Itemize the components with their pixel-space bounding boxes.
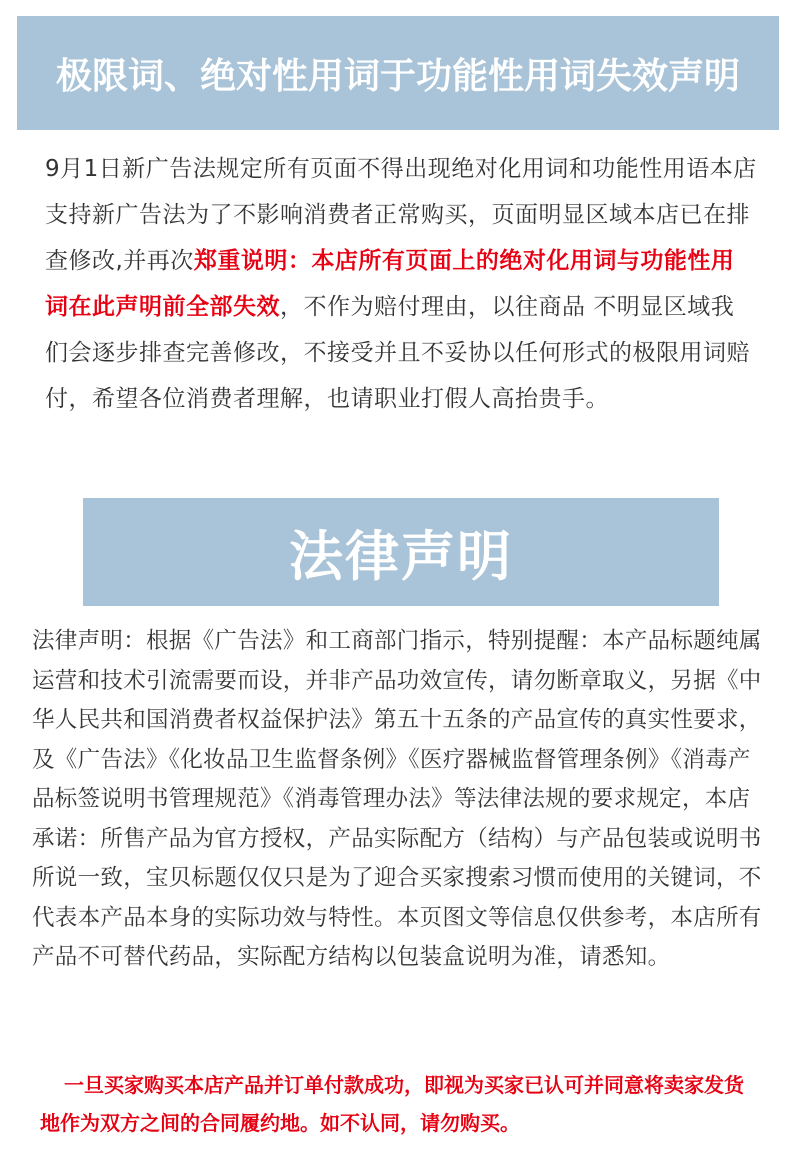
section2-title: 法律声明: [289, 524, 513, 588]
purchase-notice: 一旦买家购买本店产品并订单付款成功，即视为买家已认可并同意将卖家发货地作为双方之间的合同履约地。如不认同，请勿购买。: [40, 1073, 744, 1135]
section1-text-highlight: 郑重说明：本店所有页面上的绝对化用词与功能性用词在此声明前全部失效: [45, 248, 735, 320]
section2-title-banner: [83, 498, 719, 606]
section1-text-after: ，不作为赔付理由，以往商品 不明显区域我们会逐步排查完善修改，不接受并且不妥协以任何形式的极限用词赔付，希望各位消费者理解，也请职业打假人高抬贵手。: [45, 294, 750, 412]
section1-text-before: 9月1日新广告法规定所有页面不得出现绝对化用词和功能性用语本店支持新广告法为了不影响消费者正常购买，页面明显区域本店已在排查修改,并再次: [45, 156, 757, 274]
section1-title-banner: [17, 16, 779, 130]
section1-paragraph: [45, 146, 757, 422]
section2-paragraph: 法律声明：根据《广告法》和工商部门指示，特别提醒：本产品标题纯属运营和技术引流需要而设，并非产品功效宣传，请勿断章取义，另据《中华人民共和国消费者权益保护法》第五十五条的产品宣传的真实性要求，及《广告法》《化妆品卫生监督条例》《医疗器械监督管理条例》《消毒产品标签说明书管理规范》《消毒管理办法》等法律法规的要求规定，本店承诺：所售产品为官方授权，产品实际配方（结构）与产品包装或说明书所说一致，宝贝标题仅仅只是为了迎合买家搜索习惯而使用的关键词，不代表本产品本身的实际功效与特性。本页图文等信息仅供参考，本店所有产品不可替代药品，实际配方结构以包装盒说明为准，请悉知。: [32, 628, 762, 970]
section1-title: 极限词、绝对性用词于功能性用词失效声明: [55, 55, 740, 97]
